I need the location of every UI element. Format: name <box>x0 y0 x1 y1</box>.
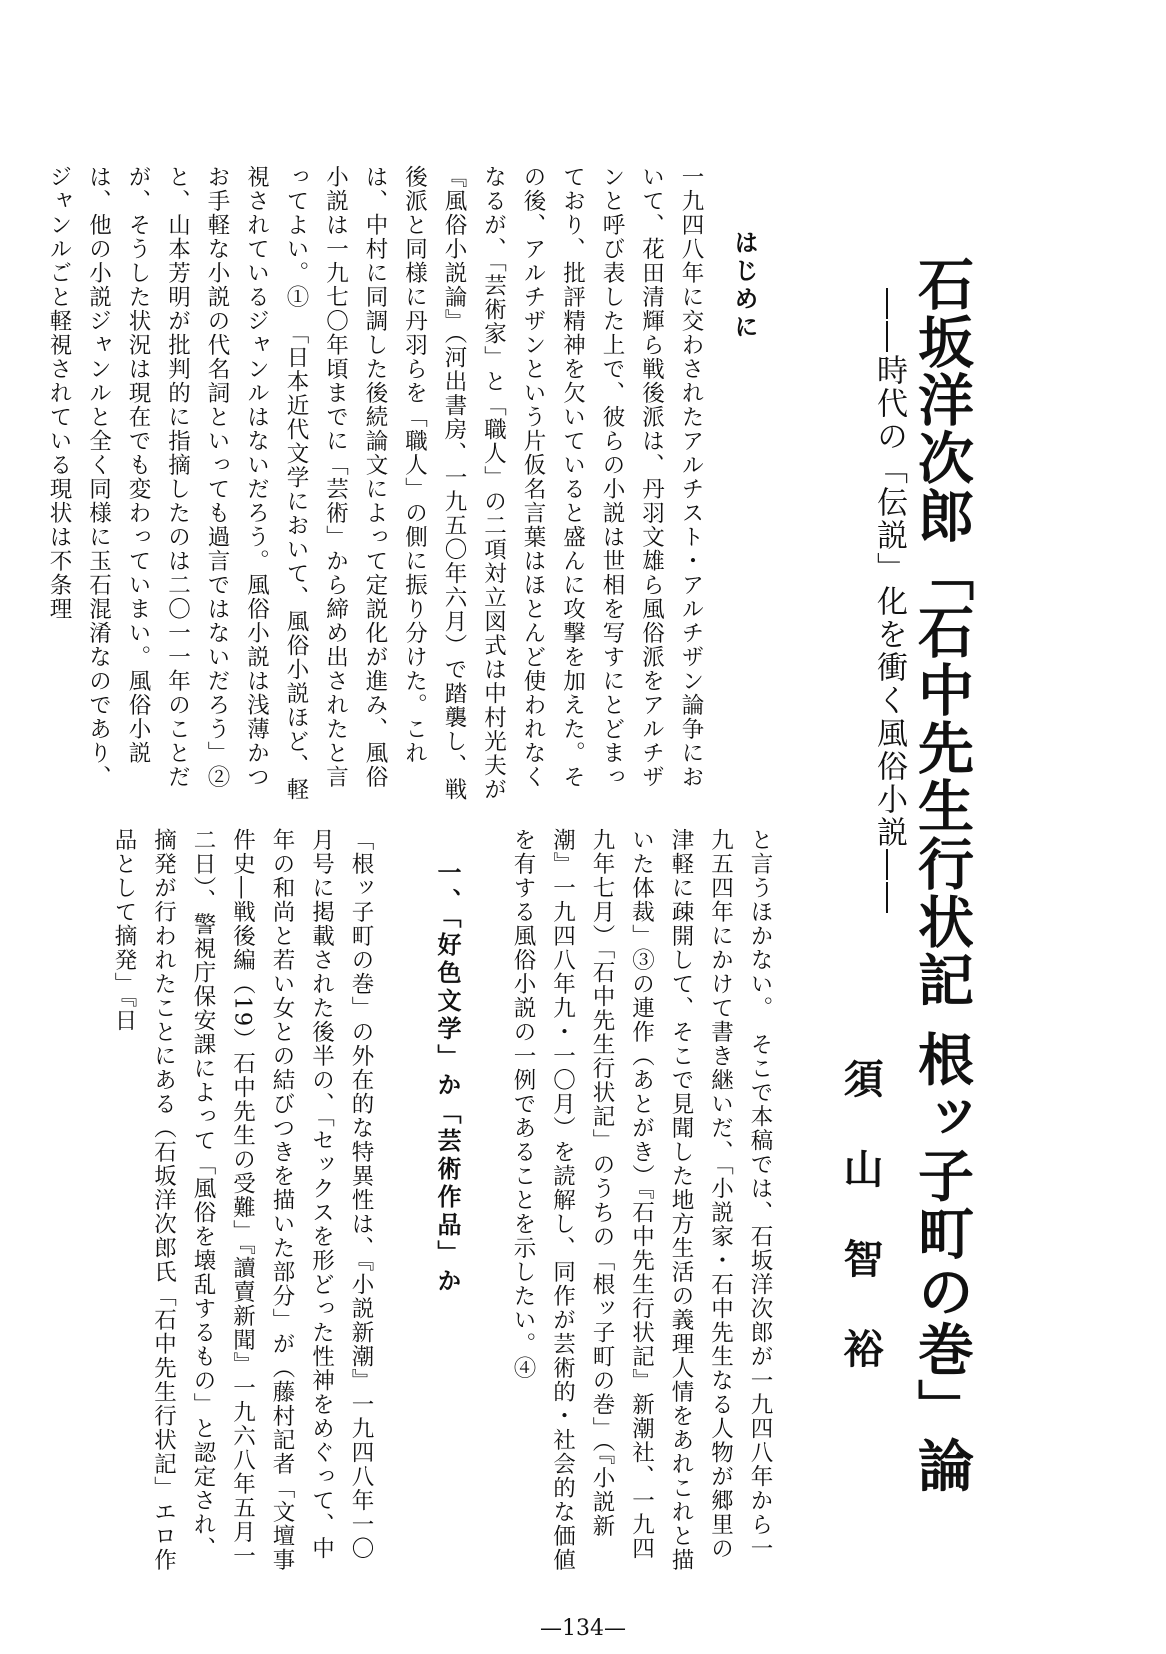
article-subtitle: ――時代の「伝説」化を衝く風俗小説―― <box>871 288 907 915</box>
section-heading-1: 一、「好色文学」か「芸術作品」か <box>433 860 462 1296</box>
article-title: 石坂洋次郎「石中先生行状記 根ッ子町の巻」論 <box>909 255 975 1495</box>
body-text-bottom-left: 「根ッ子町の巻」の外在的な特異性は、『小説新潮』一九四八年一〇月号に掲載された後半の、「セックスを形どった性神をめぐって、中年の和尚と若い女との結びつきを描いた部分」が（藤村記者「文壇事件史―戦後編（19）石中先生の受難」『讀賣新聞』一九六八年五月一二日）、警視庁保安課によって「風俗を壊乱するもの」と認定され、摘発が行われたことにある（石坂洋次郎氏「石中先生行状記」エロ作品として摘発」『日 <box>111 828 374 1572</box>
section-heading-intro: はじめに <box>730 230 759 342</box>
body-text-bottom-right: と言うほかない。 そこで本稿では、石坂洋次郎が一九四八年から一九五四年にかけて書き継いだ、「小説家・石中先生なる人物が郷里の津軽に疎開して、そこで見聞した地方生活の義理人情をあれこれと描いた体裁」③の連作（あとがき）『石中先生行状記』新潮社、一九四九年七月）「石中先生行状記」のうちの「根ッ子町の巻」（『小説新潮』一九四八年九・一〇月）を読解し、同作が芸術的・社会的な価値を有する風俗小説の一例であることを示したい。④ <box>510 828 773 1572</box>
body-text-top-block: 一九四八年に交わされたアルチスト・アルチザン論争において、花田清輝ら戦後派は、丹羽文雄ら風俗派をアルチザンと呼び表した上で、彼らの小説は世相を写すにとどまっており、批評精神を欠いていると盛んに攻撃を加えた。その後、アルチザンという片仮名言葉はほとんど使われなくなるが、「芸術家」と「職人」の二項対立図式は中村光夫が『風俗小説論』（河出書房、一九五〇年六月）で踏襲し、戦後派と同様に丹羽らを「職人」の側に振り分けた。これは、中村に同調した後続論文によって定説化が進み、風俗小説は一九七〇年頃までに「芸術」から締め出されたと言ってよい。① 「日本近代文学において、風俗小説ほど、軽視されているジャンルはないだろう。風俗小説は浅薄かつお手軽な小説の代名詞といっても過言ではないだろう」②と、山本芳明が批判的に指摘したのは二〇一一年のことだが、そうした状況は現在でも変わっていまい。風俗小説は、他の小説ジャンルと全く同様に玉石混淆なのであり、ジャンルごと軽視されている現状は不条理 <box>46 165 704 802</box>
article-author: 須 山 智 裕 <box>837 1058 884 1386</box>
page-number: —134— <box>540 1616 626 1641</box>
